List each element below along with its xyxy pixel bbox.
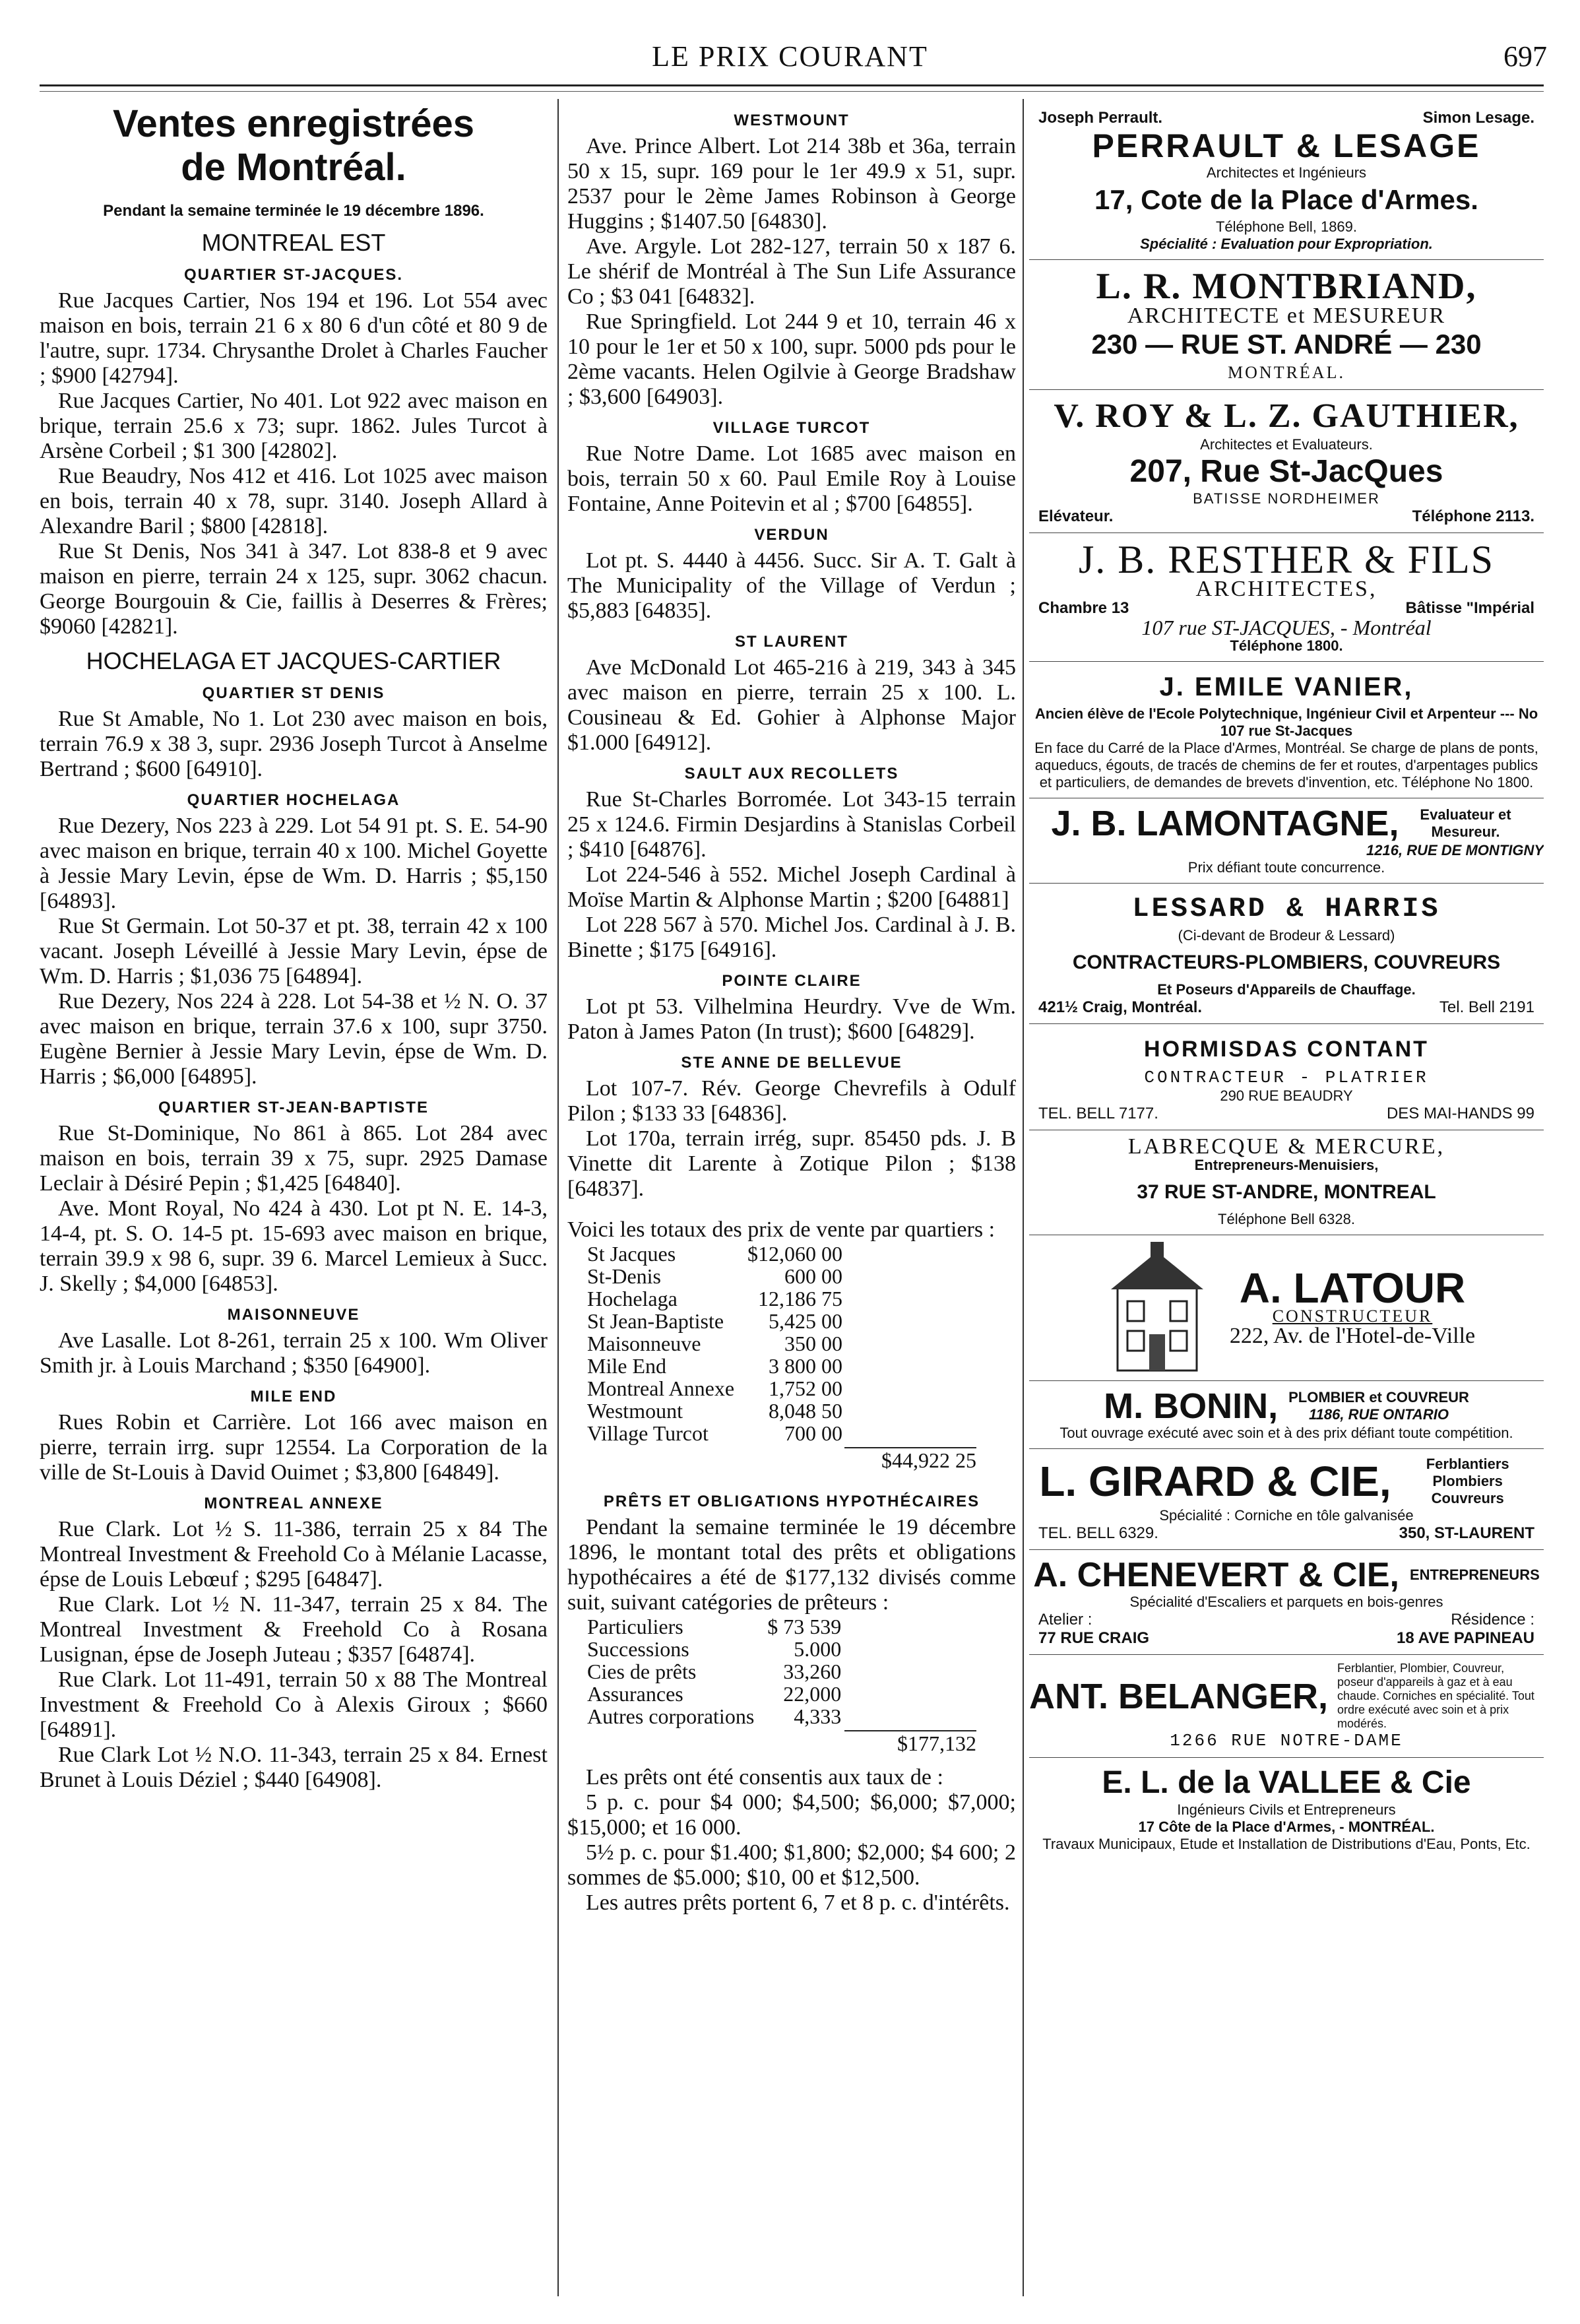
article-title bbox=[40, 102, 548, 189]
total-row-value: 600 00 bbox=[784, 1264, 843, 1288]
loan-row-label: Assurances bbox=[587, 1682, 683, 1706]
sale-entry: Rue Clark Lot ½ N.O. 11-343, terrain 25 x 84. Ernest Brunet à Louis Déziel ; $440 [64908]. bbox=[40, 1743, 548, 1792]
ad-address: 1266 RUE NOTRE-DAME bbox=[1170, 1731, 1403, 1751]
section-heading: WESTMOUNT bbox=[734, 112, 850, 129]
column-separator bbox=[557, 99, 559, 2296]
sale-entry: Rues Robin et Carrière. Lot 166 avec maison en pierre, terrain irrg. supr 12554. La Corporation de la ville de St-Louis à David Ouimet ; $3,800 [64849]. bbox=[40, 1410, 548, 1485]
sale-entry: Rue St Amable, No 1. Lot 230 avec maison en bois, terrain 76.9 x 38 3, supr. 2936 Joseph Turcot à Anselme Bertrand ; $600 [64910]. bbox=[40, 707, 548, 781]
ad-address: 350, ST-LAURENT bbox=[1399, 1524, 1534, 1542]
ad-bonin bbox=[1029, 1381, 1544, 1449]
ad-trade: Entrepreneurs-Menuisiers, bbox=[1194, 1157, 1379, 1173]
loan-row-value: $ 73 539 bbox=[767, 1615, 842, 1638]
ad-name: J. B. RESTHER & FILS bbox=[1078, 538, 1495, 581]
loan-row bbox=[587, 1705, 841, 1727]
totals-table bbox=[587, 1243, 842, 1444]
loan-row-label: Cies de prêts bbox=[587, 1660, 697, 1683]
ad-building: BATISSE NORDHEIMER bbox=[1193, 490, 1380, 507]
ad-chenevert bbox=[1029, 1550, 1544, 1655]
ad-address: 17 Côte de la Place d'Armes, - MONTRÉAL. bbox=[1138, 1819, 1435, 1835]
ad-vanier bbox=[1029, 662, 1544, 798]
sale-entry: Rue Springfield. Lot 244 9 et 10, terrain 46 x 10 pour le 1er et 50 x 100, supr. 5000 pds pour le 2ème vacants. Helen Ogilvie à George Bradshaw ; $3,600 [64903]. bbox=[567, 309, 1016, 409]
sale-entry: Rue Notre Dame. Lot 1685 avec maison en bois, terrain 50 x 60. Paul Emile Roy à Louise Fontaine, Anne Poitevin et al ; $700 [64855]. bbox=[567, 441, 1016, 516]
ad-latour bbox=[1029, 1235, 1544, 1381]
sale-entry: Rue Jacques Cartier, Nos 194 et 196. Lot 554 avec maison en bois, terrain 21 6 x 80 6 d'un côté et 80 9 de l'autre, supr. 1734. Chrysanthe Drolet à Charles Faucher ; $900 [42794]. bbox=[40, 288, 548, 388]
section-heading: SAULT AUX RECOLLETS bbox=[684, 765, 899, 783]
sale-entry: Lot pt 53. Vilhelmina Heurdry. Vve de Wm. Paton à James Paton (In trust); $600 [64829]. bbox=[567, 994, 1016, 1044]
article-subtitle: Pendant la semaine terminée le 19 décembre 1896. bbox=[103, 202, 484, 220]
section-heading: MONTREAL EST bbox=[201, 229, 386, 256]
loan-row-label: Successions bbox=[587, 1637, 689, 1661]
ad-name: M. BONIN, bbox=[1104, 1386, 1279, 1426]
loan-row-label: Particuliers bbox=[587, 1615, 683, 1638]
ad-address-2: 18 AVE PAPINEAU bbox=[1397, 1629, 1534, 1647]
ad-address: 37 RUE ST-ANDRE, MONTREAL bbox=[1137, 1181, 1436, 1203]
ad-trade: ENTREPRENEURS bbox=[1409, 1566, 1540, 1583]
ad-line: Et Poseurs d'Appareils de Chauffage. bbox=[1157, 981, 1416, 998]
sale-entry: Rue St Denis, Nos 341 à 347. Lot 838-8 et 9 avec maison en pierre, terrain 24 x 125, supr. 3062 chacun. George Bourgouin & Cie, faillis à Deserres & Frères; $9060 [42821]. bbox=[40, 539, 548, 639]
ad-name: E. L. de la VALLEE & Cie bbox=[1102, 1765, 1471, 1800]
sale-entry: Lot 228 567 à 570. Michel Jos. Cardinal à J. B. Binette ; $175 [64916]. bbox=[567, 913, 1016, 962]
column-sales-continued bbox=[567, 102, 1016, 2293]
ad-perrault-lesage bbox=[1029, 102, 1544, 260]
ad-name: PERRAULT & LESAGE bbox=[1092, 127, 1481, 164]
total-row-label: St Jean-Baptiste bbox=[587, 1309, 724, 1333]
sale-entry: Ave Lasalle. Lot 8-261, terrain 25 x 100. Wm Oliver Smith jr. à Louis Marchand ; $350 [64900]. bbox=[40, 1328, 548, 1378]
sale-entry: Lot 107-7. Rév. George Chevrefils à Odulf Pilon ; $133 33 [64836]. bbox=[567, 1076, 1016, 1126]
title-line-1: Ventes enregistrées bbox=[112, 102, 475, 145]
ad-contant bbox=[1029, 1024, 1544, 1130]
total-row-value: 5,425 00 bbox=[769, 1309, 843, 1333]
total-row-label: St Jacques bbox=[587, 1242, 676, 1266]
sales-sections bbox=[40, 229, 548, 1793]
ad-address: 107 rue ST-JACQUES, - Montréal bbox=[1141, 616, 1432, 639]
sale-entry: Rue Dezery, Nos 223 à 229. Lot 54 91 pt. S. E. 54-90 avec maison en brique, terrain 40 x 100. Michel Goyette à Jessie Mary Levin, épse de Wm. D. Harris ; $5,150 [64893]. bbox=[40, 814, 548, 913]
sale-entry: Ave. Mont Royal, No 424 à 430. Lot pt N. E. 14-3, 14-4, pt. S. O. 14-5 pt. 15-693 avec maison en brique, terrain 39.9 x 98 6, supr. 39 6. Marcel Lemieux à Succ. J. Skelly ; $4,000 [64853]. bbox=[40, 1196, 548, 1296]
ad-name: A. CHENEVERT & CIE, bbox=[1033, 1556, 1399, 1594]
loans-table bbox=[587, 1615, 841, 1727]
section-heading: MONTREAL ANNEXE bbox=[204, 1495, 383, 1512]
ad-trade: Ferblantier, Plombier, Couvreur, poseur d'appareils à gaz et à eau chaude. Corniches en spécialité. Tout ordre exécuté avec soin et à prix modérés. bbox=[1337, 1662, 1534, 1730]
loan-row-label: Autres corporations bbox=[587, 1704, 755, 1728]
ad-phone: Téléphone 1800. bbox=[1230, 637, 1343, 654]
total-row-value: 8,048 50 bbox=[769, 1399, 843, 1423]
ad-city: MONTRÉAL. bbox=[1228, 363, 1345, 382]
ad-trade: CONTRACTEUR - PLATRIER bbox=[1144, 1068, 1429, 1087]
ad-subtitle: ARCHITECTE et MESUREUR bbox=[1127, 304, 1446, 328]
total-row-value: 3 800 00 bbox=[769, 1354, 843, 1378]
sale-entry: Rue St-Dominique, No 861 à 865. Lot 284 avec maison en bois, terrain 39 x 75, supr. 2925 Damase Leclair à Désiré Pepin ; $1,425 [64840]. bbox=[40, 1121, 548, 1196]
ad-address: 1216, RUE DE MONTIGNY bbox=[1366, 842, 1544, 858]
ad-name: L. GIRARD & CIE, bbox=[1039, 1458, 1391, 1505]
ad-name: LABRECQUE & MERCURE, bbox=[1127, 1134, 1445, 1159]
ad-services: En face du Carré de la Place d'Armes, Montréal. Se charge de plans de ponts, aqueducs, égouts, de tracés de chemins de fer et routes, d'arpentages publics et particuliers, de demandes de brevets d'invention, etc. Téléphone No 1800. bbox=[1034, 740, 1538, 791]
ad-phone: Téléphone Bell 6328. bbox=[1218, 1211, 1355, 1227]
ad-address: 222, Av. de l'Hotel-de-Ville bbox=[1229, 1324, 1476, 1348]
ad-lessard-harris bbox=[1029, 884, 1544, 1024]
page-number: 697 bbox=[1503, 40, 1547, 73]
total-row-value: 700 00 bbox=[784, 1421, 843, 1445]
ad-specialty: Spécialité d'Escaliers et parquets en bois-genres bbox=[1129, 1594, 1443, 1610]
section-heading: VERDUN bbox=[754, 526, 829, 544]
rates-5-half: 5½ p. c. pour $1.400; $1,800; $2,000; $4 600; 2 sommes de $5.000; $10, 00 et $12,500. bbox=[567, 1840, 1016, 1890]
total-row bbox=[587, 1377, 842, 1400]
total-row bbox=[587, 1332, 842, 1355]
loan-row bbox=[587, 1660, 841, 1683]
sale-entry: Rue St-Charles Borromée. Lot 343-15 terrain 25 x 124.6. Firmin Desjardins à Stanislas Corbeil ; $410 [64876]. bbox=[567, 787, 1016, 862]
loans-text: Pendant la semaine terminée le 19 décembre 1896, le montant total des prêts et obligations hypothécaires a été de $177,132 divisés comme suit, suivant catégories de prêteurs : bbox=[567, 1515, 1016, 1615]
total-row-label: Westmount bbox=[587, 1399, 683, 1423]
sale-entry: Rue Clark. Lot ½ S. 11-386, terrain 25 x 84 The Montreal Investment & Freehold Co à Mélanie Lacasse, épse de Louis Lebœuf ; $295 [64847]. bbox=[40, 1517, 548, 1592]
section-heading: MAISONNEUVE bbox=[227, 1306, 360, 1324]
ad-role: Evaluateur et Mesureur. bbox=[1420, 806, 1511, 840]
loan-row bbox=[587, 1638, 841, 1660]
ad-address: 230 — RUE ST. ANDRÉ — 230 bbox=[1091, 329, 1482, 360]
ad-subtitle: Ingénieurs Civils et Entrepreneurs bbox=[1177, 1801, 1396, 1818]
ad-residence: Résidence : bbox=[1451, 1611, 1534, 1629]
header-rule bbox=[40, 84, 1544, 86]
page-header bbox=[0, 40, 1580, 86]
ad-labrecque-mercure bbox=[1029, 1130, 1544, 1235]
section-heading: QUARTIER HOCHELAGA bbox=[187, 791, 400, 809]
total-row bbox=[587, 1265, 842, 1287]
ad-name: HORMISDAS CONTANT bbox=[1144, 1037, 1429, 1062]
totals-sum: $44,922 25 bbox=[844, 1447, 976, 1473]
ad-subtitle: (Ci-devant de Brodeur & Lessard) bbox=[1178, 927, 1395, 944]
loan-row-value: 4,333 bbox=[794, 1704, 842, 1728]
total-row bbox=[587, 1422, 842, 1444]
loan-row bbox=[587, 1615, 841, 1638]
sale-entry: Rue Jacques Cartier, No 401. Lot 922 avec maison en brique, terrain 25.6 x 73; supr. 1862. Jules Turcot à Arsène Corbeil ; $1 300 [42802]. bbox=[40, 389, 548, 463]
sale-entry: Lot 224-546 à 552. Michel Joseph Cardinal à Moïse Martin & Alphonse Martin ; $200 [64881] bbox=[567, 862, 1016, 912]
ad-phone: TEL. BELL 7177. bbox=[1038, 1105, 1158, 1122]
ad-tagline: Tout ouvrage exécuté avec soin et à des prix défiant toute compétition. bbox=[1059, 1425, 1513, 1441]
ad-lamontagne bbox=[1029, 798, 1544, 884]
ad-trade: CONTRACTEURS-PLOMBIERS, COUVREURS bbox=[1072, 952, 1501, 973]
ad-subtitle: ARCHITECTES, bbox=[1195, 577, 1377, 601]
ad-specialty: Spécialité : Evaluation pour Expropriation. bbox=[1140, 236, 1433, 252]
rates-text: Les prêts ont été consentis aux taux de : bbox=[586, 1765, 943, 1790]
ad-de-la-vallee bbox=[1029, 1758, 1544, 1859]
column-separator bbox=[1023, 99, 1024, 2296]
total-row-label: Village Turcot bbox=[587, 1421, 709, 1445]
ad-subtitle: Architectes et Ingénieurs bbox=[1206, 164, 1367, 181]
ad-name: LESSARD & HARRIS bbox=[1132, 893, 1441, 924]
ad-tagline: Prix défiant toute concurrence. bbox=[1187, 859, 1385, 876]
total-row bbox=[587, 1310, 842, 1332]
sale-entry: Rue Dezery, Nos 224 à 228. Lot 54-38 et ½ N. O. 37 avec maison en brique, terrain 37.6 x 100, supr 3750. Eugène Bernier à Jessie Mary Levin, épse de Wm. D. Harris ; $6,000 [64895]. bbox=[40, 989, 548, 1089]
loan-row bbox=[587, 1683, 841, 1705]
ad-building: Bâtisse "Impérial bbox=[1405, 599, 1534, 617]
total-row-label: St-Denis bbox=[587, 1264, 661, 1288]
ad-atelier: Atelier : bbox=[1038, 1611, 1092, 1629]
section-heading: ST LAURENT bbox=[735, 633, 848, 651]
total-row-value: 350 00 bbox=[784, 1332, 843, 1355]
journal-title: LE PRIX COURANT bbox=[652, 40, 928, 73]
sale-entry: Rue St Germain. Lot 50-37 et pt. 38, terrain 42 x 100 vacant. Joseph Léveillé à Jessie Mary Levin, épse de Wm. D. Harris ; $1,036 75 [64894]. bbox=[40, 914, 548, 988]
header-rule-thin bbox=[40, 91, 1544, 92]
section-heading: QUARTIER ST-JEAN-BAPTISTE bbox=[158, 1099, 429, 1116]
rates-5: 5 p. c. pour $4 000; $4,500; $6,000; $7,000; $15,000; et 16 000. bbox=[567, 1790, 1016, 1840]
ad-name: A. LATOUR bbox=[1239, 1264, 1466, 1312]
section-heading: VILLAGE TURCOT bbox=[712, 419, 871, 437]
total-row bbox=[587, 1355, 842, 1377]
section-heading: QUARTIER ST DENIS bbox=[202, 684, 385, 702]
ad-name: L. R. MONTBRIAND, bbox=[1096, 266, 1477, 307]
loan-row-value: 22,000 bbox=[783, 1682, 842, 1706]
ad-belanger bbox=[1029, 1655, 1544, 1758]
total-row-value: 12,186 75 bbox=[758, 1287, 843, 1310]
ad-name: V. ROY & L. Z. GAUTHIER, bbox=[1054, 397, 1519, 435]
ad-address: 1186, RUE ONTARIO bbox=[1309, 1406, 1449, 1423]
rates-other: Les autres prêts portent 6, 7 et 8 p. c. d'intérêts. bbox=[586, 1890, 1010, 1915]
title-line-2: de Montréal. bbox=[181, 146, 406, 189]
ad-name: J. B. LAMONTAGNE, bbox=[1051, 804, 1399, 843]
ad-roy-gauthier bbox=[1029, 390, 1544, 533]
ad-specialty: Spécialité : Corniche en tôle galvanisée bbox=[1159, 1507, 1414, 1524]
loans-heading: PRÊTS ET OBLIGATIONS HYPOTHÉCAIRES bbox=[603, 1493, 980, 1510]
total-row-value: 1,752 00 bbox=[769, 1376, 843, 1400]
ad-address: 421½ Craig, Montréal. bbox=[1038, 998, 1203, 1016]
sale-entry: Rue Beaudry, Nos 412 et 416. Lot 1025 avec maison en bois, terrain 40 x 78, supr. 3140. Joseph Allard à Alexandre Baril ; $800 [42818]. bbox=[40, 464, 548, 538]
section-heading: MILE END bbox=[250, 1388, 337, 1405]
ad-address: 207, Rue St-JacQues bbox=[1129, 454, 1443, 489]
ad-phone: TEL. BELL 6329. bbox=[1038, 1524, 1158, 1542]
total-row-value: $12,060 00 bbox=[747, 1242, 843, 1266]
totals-intro: Voici les totaux des prix de vente par quartiers : bbox=[567, 1217, 995, 1242]
loan-row-value: 33,260 bbox=[783, 1660, 842, 1683]
ad-phone: Téléphone Bell, 1869. bbox=[1215, 218, 1358, 235]
sale-entry: Ave. Argyle. Lot 282-127, terrain 50 x 187 6. Le shérif de Montréal à The Sun Life Assurance Co ; $3 041 [64832]. bbox=[567, 234, 1016, 309]
total-row bbox=[587, 1243, 842, 1265]
sale-entry: Ave McDonald Lot 465-216 à 219, 343 à 345 avec maison en pierre, terrain 25 x 100. L. Cousineau & Ed. Gohier à Alphonse Major $1.000 [64912]. bbox=[567, 655, 1016, 755]
total-row-label: Hochelaga bbox=[587, 1287, 678, 1310]
ad-resther bbox=[1029, 533, 1544, 662]
ad-credentials: Ancien élève de l'Ecole Polytechnique, Ingénieur Civil et Arpenteur --- No 107 rue St-Jacques bbox=[1034, 705, 1538, 739]
section-heading: STE ANNE DE BELLEVUE bbox=[681, 1054, 902, 1072]
ad-partner-2: Simon Lesage. bbox=[1422, 109, 1534, 127]
ad-phone: Tel. Bell 2191 bbox=[1439, 998, 1534, 1016]
section-heading: HOCHELAGA ET JACQUES-CARTIER bbox=[86, 647, 501, 674]
sale-entry: Rue Clark. Lot 11-491, terrain 50 x 88 The Montreal Investment & Freehold Co à Alexis Giroux ; $660 [64891]. bbox=[40, 1667, 548, 1742]
ad-trade: CONSTRUCTEUR bbox=[1272, 1307, 1433, 1326]
sale-entry: Lot pt. S. 4440 à 4456. Succ. Sir A. T. Galt à The Municipality of the Village of Verdun ; $5,883 [64835]. bbox=[567, 548, 1016, 623]
ad-partner-1: Joseph Perrault. bbox=[1038, 109, 1163, 127]
ad-phone: Téléphone 2113. bbox=[1412, 507, 1534, 525]
column-sales bbox=[40, 102, 548, 2293]
sale-entry: Ave. Prince Albert. Lot 214 38b et 36a, terrain 50 x 15, supr. 169 pour le 1er 49.9 x 51, supr. 2537 pour le 2ème James Robinson à George Huggins ; $1407.50 [64830]. bbox=[567, 134, 1016, 234]
total-row bbox=[587, 1287, 842, 1310]
sales-sections-continued bbox=[567, 112, 1016, 1202]
house-illustration bbox=[1098, 1242, 1217, 1374]
total-row-label: Montreal Annexe bbox=[587, 1376, 735, 1400]
ad-girard bbox=[1029, 1449, 1544, 1550]
total-row-label: Mile End bbox=[587, 1354, 666, 1378]
section-heading: QUARTIER ST-JACQUES. bbox=[183, 266, 404, 284]
ad-name: ANT. BELANGER, bbox=[1029, 1676, 1329, 1716]
ad-montbriand bbox=[1029, 260, 1544, 390]
sale-entry: Rue Clark. Lot ½ N. 11-347, terrain 25 x 84. The Montreal Investment & Freehold Co à Rosana Lusignan, épse de Joseph Juteau ; $357 [64874]. bbox=[40, 1592, 548, 1667]
column-advertisements bbox=[1029, 102, 1544, 2293]
total-row bbox=[587, 1400, 842, 1422]
ad-trade: PLOMBIER et COUVREUR bbox=[1288, 1389, 1469, 1405]
ad-services: Travaux Municipaux, Etude et Installation de Distributions d'Eau, Ponts, Etc. bbox=[1042, 1836, 1531, 1852]
ad-room: Chambre 13 bbox=[1038, 599, 1129, 617]
ad-extra: DES MAI-HANDS 99 bbox=[1386, 1105, 1534, 1122]
section-heading: POINTE CLAIRE bbox=[722, 972, 862, 990]
ad-address: 290 RUE BEAUDRY bbox=[1220, 1087, 1353, 1104]
ad-name: J. EMILE VANIER, bbox=[1159, 672, 1414, 701]
ad-elevator: Elévateur. bbox=[1038, 507, 1114, 525]
loans-sum: $177,132 bbox=[844, 1730, 976, 1756]
ad-address: 17, Cote de la Place d'Armes. bbox=[1094, 184, 1478, 215]
ad-subtitle: Architectes et Evaluateurs. bbox=[1200, 436, 1373, 453]
sale-entry: Lot 170a, terrain irrég, supr. 85450 pds. J. B Vinette dit Larente à Zotique Pilon ; $138 [64837]. bbox=[567, 1126, 1016, 1201]
ad-trade: Ferblantiers Plombiers Couvreurs bbox=[1426, 1456, 1509, 1506]
total-row-label: Maisonneuve bbox=[587, 1332, 701, 1355]
loan-row-value: 5.000 bbox=[794, 1637, 842, 1661]
ad-address-1: 77 RUE CRAIG bbox=[1038, 1629, 1150, 1647]
